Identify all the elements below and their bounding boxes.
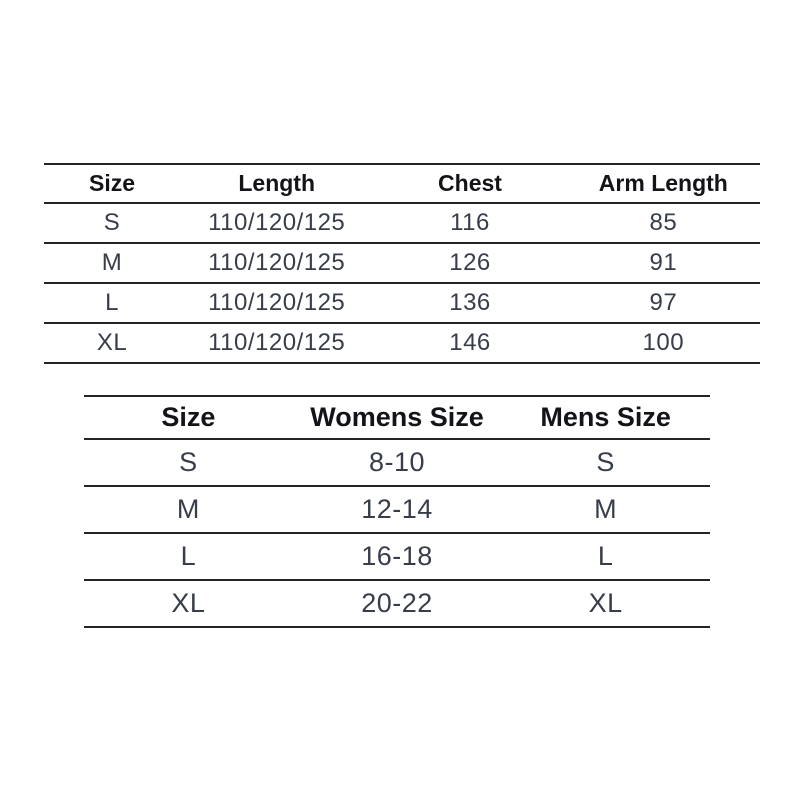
column-header: Chest [438,170,502,196]
table-cell: 136 [449,289,491,316]
table-cell: M [176,494,200,524]
table-row [44,323,760,363]
table-cell: 8-10 [368,447,425,477]
table-cell: XL [96,329,128,356]
table-row [84,580,710,627]
table-cell: 85 [649,209,678,236]
column-header: Womens Size [310,402,484,432]
measurement-table [44,163,760,364]
table-cell: S [179,447,198,477]
table-cell: XL [588,588,623,618]
table-cell: S [596,447,615,477]
size-conversion-table [84,395,710,628]
table-cell: M [101,249,123,276]
table-cell: 20-22 [361,588,433,618]
table-cell: 16-18 [361,541,433,571]
column-header: Size [161,402,216,432]
table-cell: 12-14 [361,494,433,524]
table-cell: L [597,541,614,571]
table-row [44,203,760,243]
table-row [84,533,710,580]
table-row [44,243,760,283]
table-cell: 146 [449,329,491,356]
header-row [44,164,760,203]
table-row [44,283,760,323]
table-cell: XL [171,588,206,618]
table-cell: 91 [649,249,678,276]
column-header: Length [238,170,316,196]
table-cell: L [180,541,197,571]
table-row [84,486,710,533]
table-cell: 100 [642,329,685,356]
table-row [84,439,710,486]
table-cell: 116 [450,209,490,236]
table-cell: 126 [449,249,491,276]
table-cell: M [594,494,618,524]
table-cell: 110/120/125 [208,289,346,316]
table-cell: 97 [649,289,678,316]
header-row [84,396,710,439]
table-cell: 110/120/125 [208,209,346,236]
column-header: Size [89,170,136,196]
table-cell: 110/120/125 [208,249,346,276]
column-header: Mens Size [540,402,671,432]
column-header: Arm Length [598,170,728,196]
table-cell: S [103,209,121,236]
table-cell: 110/120/125 [208,329,346,356]
table-cell: L [105,289,119,316]
